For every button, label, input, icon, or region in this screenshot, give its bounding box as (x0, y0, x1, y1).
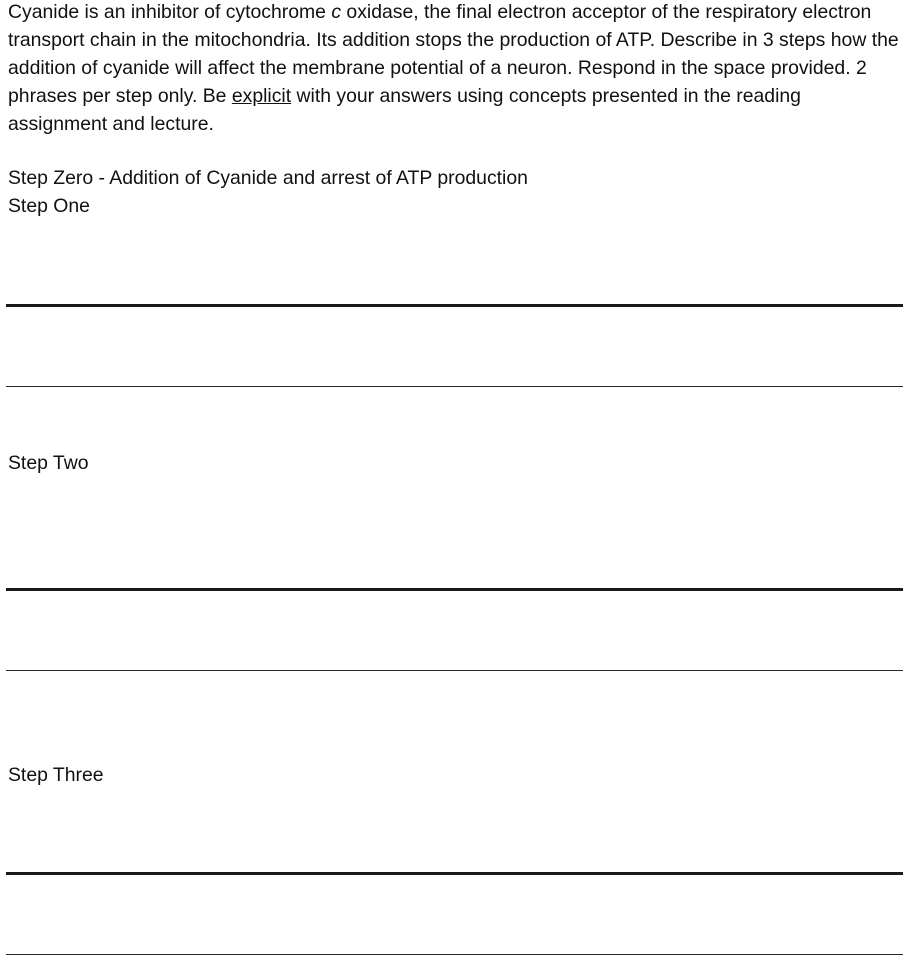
question-prompt (8, 0, 904, 138)
answer-line-step-two-1[interactable] (6, 588, 903, 591)
prompt-italic-c: c (331, 1, 342, 23)
answer-line-step-one-2[interactable] (6, 386, 903, 387)
answer-line-step-three-1[interactable] (6, 872, 903, 875)
step-one-label: Step One (8, 195, 90, 217)
prompt-text-2: oxidase, the final electron acceptor of the respiratory electron transport chain in the mitochondria. Its addition stops the production of ATP. Describe in 3 steps how the addition of cyanide will affect the membrane potential of a neuron. Respond in the space provided. 2 phrases per step only. Be (8, 1, 899, 107)
answer-line-step-one-1[interactable] (6, 304, 903, 307)
step-three-label: Step Three (8, 764, 104, 786)
prompt-text-1: Cyanide is an inhibitor of cytochrome (8, 1, 332, 23)
answer-line-step-two-2[interactable] (6, 670, 903, 671)
answer-line-step-three-2[interactable] (6, 954, 903, 955)
step-zero-label: Step Zero - Addition of Cyanide and arrest of ATP production (8, 167, 528, 189)
step-two-label: Step Two (8, 452, 89, 474)
prompt-underlined-explicit: explicit (231, 85, 292, 107)
prompt-text-3: with your answers using concepts presented in the reading assignment and lecture. (8, 85, 801, 135)
